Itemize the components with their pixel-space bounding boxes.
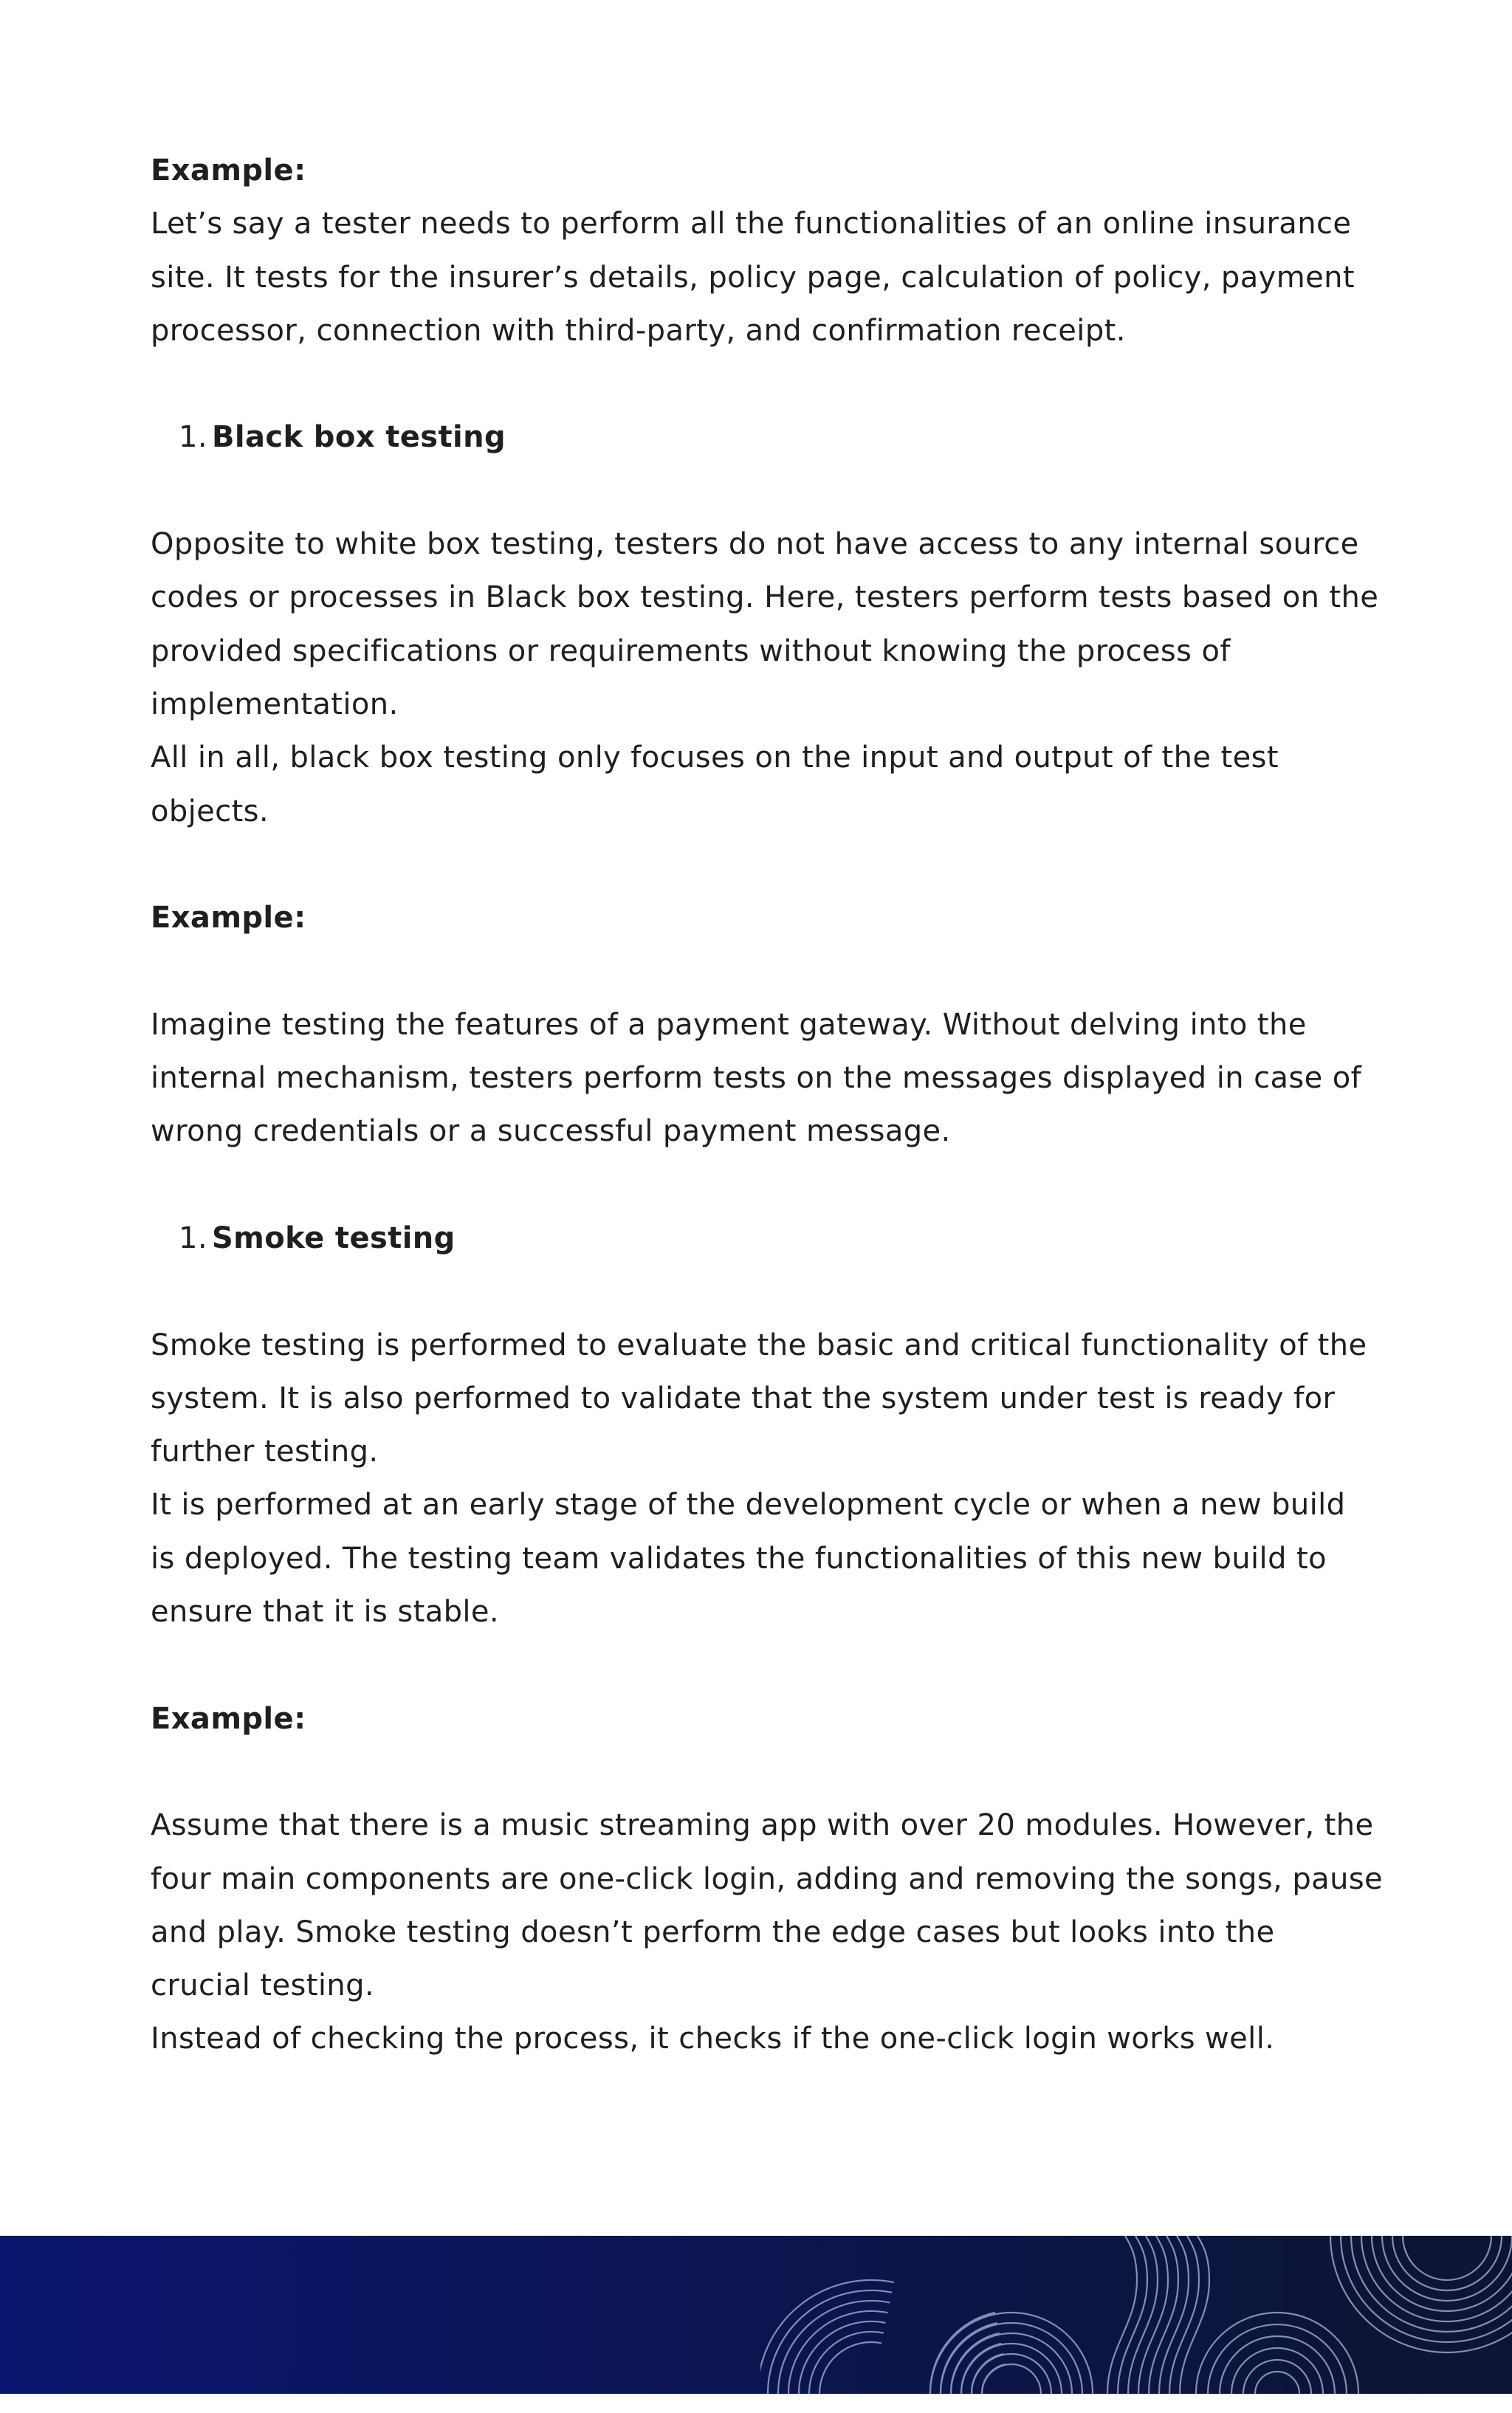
paragraph-line: wrong credentials or a successful payment message. bbox=[151, 1114, 951, 1149]
paragraph-line: crucial testing. bbox=[151, 1968, 375, 2003]
example-heading: Example: bbox=[151, 901, 306, 936]
spacer bbox=[151, 1746, 1391, 1799]
paragraph-line: further testing. bbox=[151, 1435, 379, 1469]
paragraph-line: site. It tests for the insurer’s details, policy page, calculation of policy, payment bbox=[151, 260, 1355, 295]
spacer bbox=[151, 838, 1391, 891]
spacer bbox=[151, 944, 1391, 998]
example-heading: Example: bbox=[151, 154, 306, 188]
footer-bottom-margin bbox=[0, 2394, 1512, 2413]
paragraph-line: Assume that there is a music streaming app with over 20 modules. However, the bbox=[151, 1808, 1374, 1843]
paragraph-line: four main components are one-click login, adding and removing the songs, pause bbox=[151, 1861, 1384, 1896]
paragraph-line: is deployed. The testing team validates the functionalities of this new build to bbox=[151, 1541, 1327, 1576]
section-heading bbox=[151, 411, 1391, 464]
paragraph-line: provided specifications or requirements without knowing the process of bbox=[151, 634, 1231, 668]
footer-wave-pattern bbox=[760, 2236, 1512, 2394]
spacer bbox=[151, 1265, 1391, 1318]
section-heading bbox=[151, 1212, 1391, 1265]
paragraph-line: processor, connection with third-party, and confirmation receipt. bbox=[151, 313, 1126, 348]
paragraph-line: It is performed at an early stage of the development cycle or when a new build bbox=[151, 1488, 1346, 1523]
paragraph-line: Let’s say a tester needs to perform all the functionalities of an online insurance bbox=[151, 207, 1352, 241]
footer-banner bbox=[0, 2236, 1512, 2394]
list-number: 1. bbox=[179, 1221, 207, 1255]
document-body bbox=[151, 144, 1391, 2066]
paragraph-line: Smoke testing is performed to evaluate the basic and critical functionality of the bbox=[151, 1328, 1367, 1362]
paragraph-line: and play. Smoke testing doesn’t perform the edge cases but looks into the bbox=[151, 1915, 1275, 1949]
spacer bbox=[151, 357, 1391, 411]
spacer bbox=[151, 1638, 1391, 1692]
paragraph-line: implementation. bbox=[151, 687, 399, 721]
paragraph-line: codes or processes in Black box testing. Here, testers perform tests based on the bbox=[151, 580, 1379, 615]
paragraph-line: system. It is also performed to validate that the system under test is ready for bbox=[151, 1381, 1336, 1415]
spacer bbox=[151, 1159, 1391, 1212]
paragraph-line: internal mechanism, testers perform tests on the messages displayed in case of bbox=[151, 1061, 1362, 1096]
paragraph-line: ensure that it is stable. bbox=[151, 1595, 500, 1630]
paragraph-line: objects. bbox=[151, 794, 269, 828]
spacer bbox=[151, 464, 1391, 518]
section-heading-text: Smoke testing bbox=[211, 1221, 456, 1255]
paragraph-line: Instead of checking the process, it checks if the one-click login works well. bbox=[151, 2022, 1275, 2056]
section-heading-text: Black box testing bbox=[211, 420, 506, 455]
paragraph-line: All in all, black box testing only focuses on the input and output of the test bbox=[151, 741, 1279, 775]
paragraph-line: Imagine testing the features of a payment gateway. Without delving into the bbox=[151, 1007, 1307, 1042]
example-heading: Example: bbox=[151, 1701, 306, 1736]
list-number: 1. bbox=[179, 420, 207, 455]
paragraph-line: Opposite to white box testing, testers do not have access to any internal source bbox=[151, 527, 1359, 562]
